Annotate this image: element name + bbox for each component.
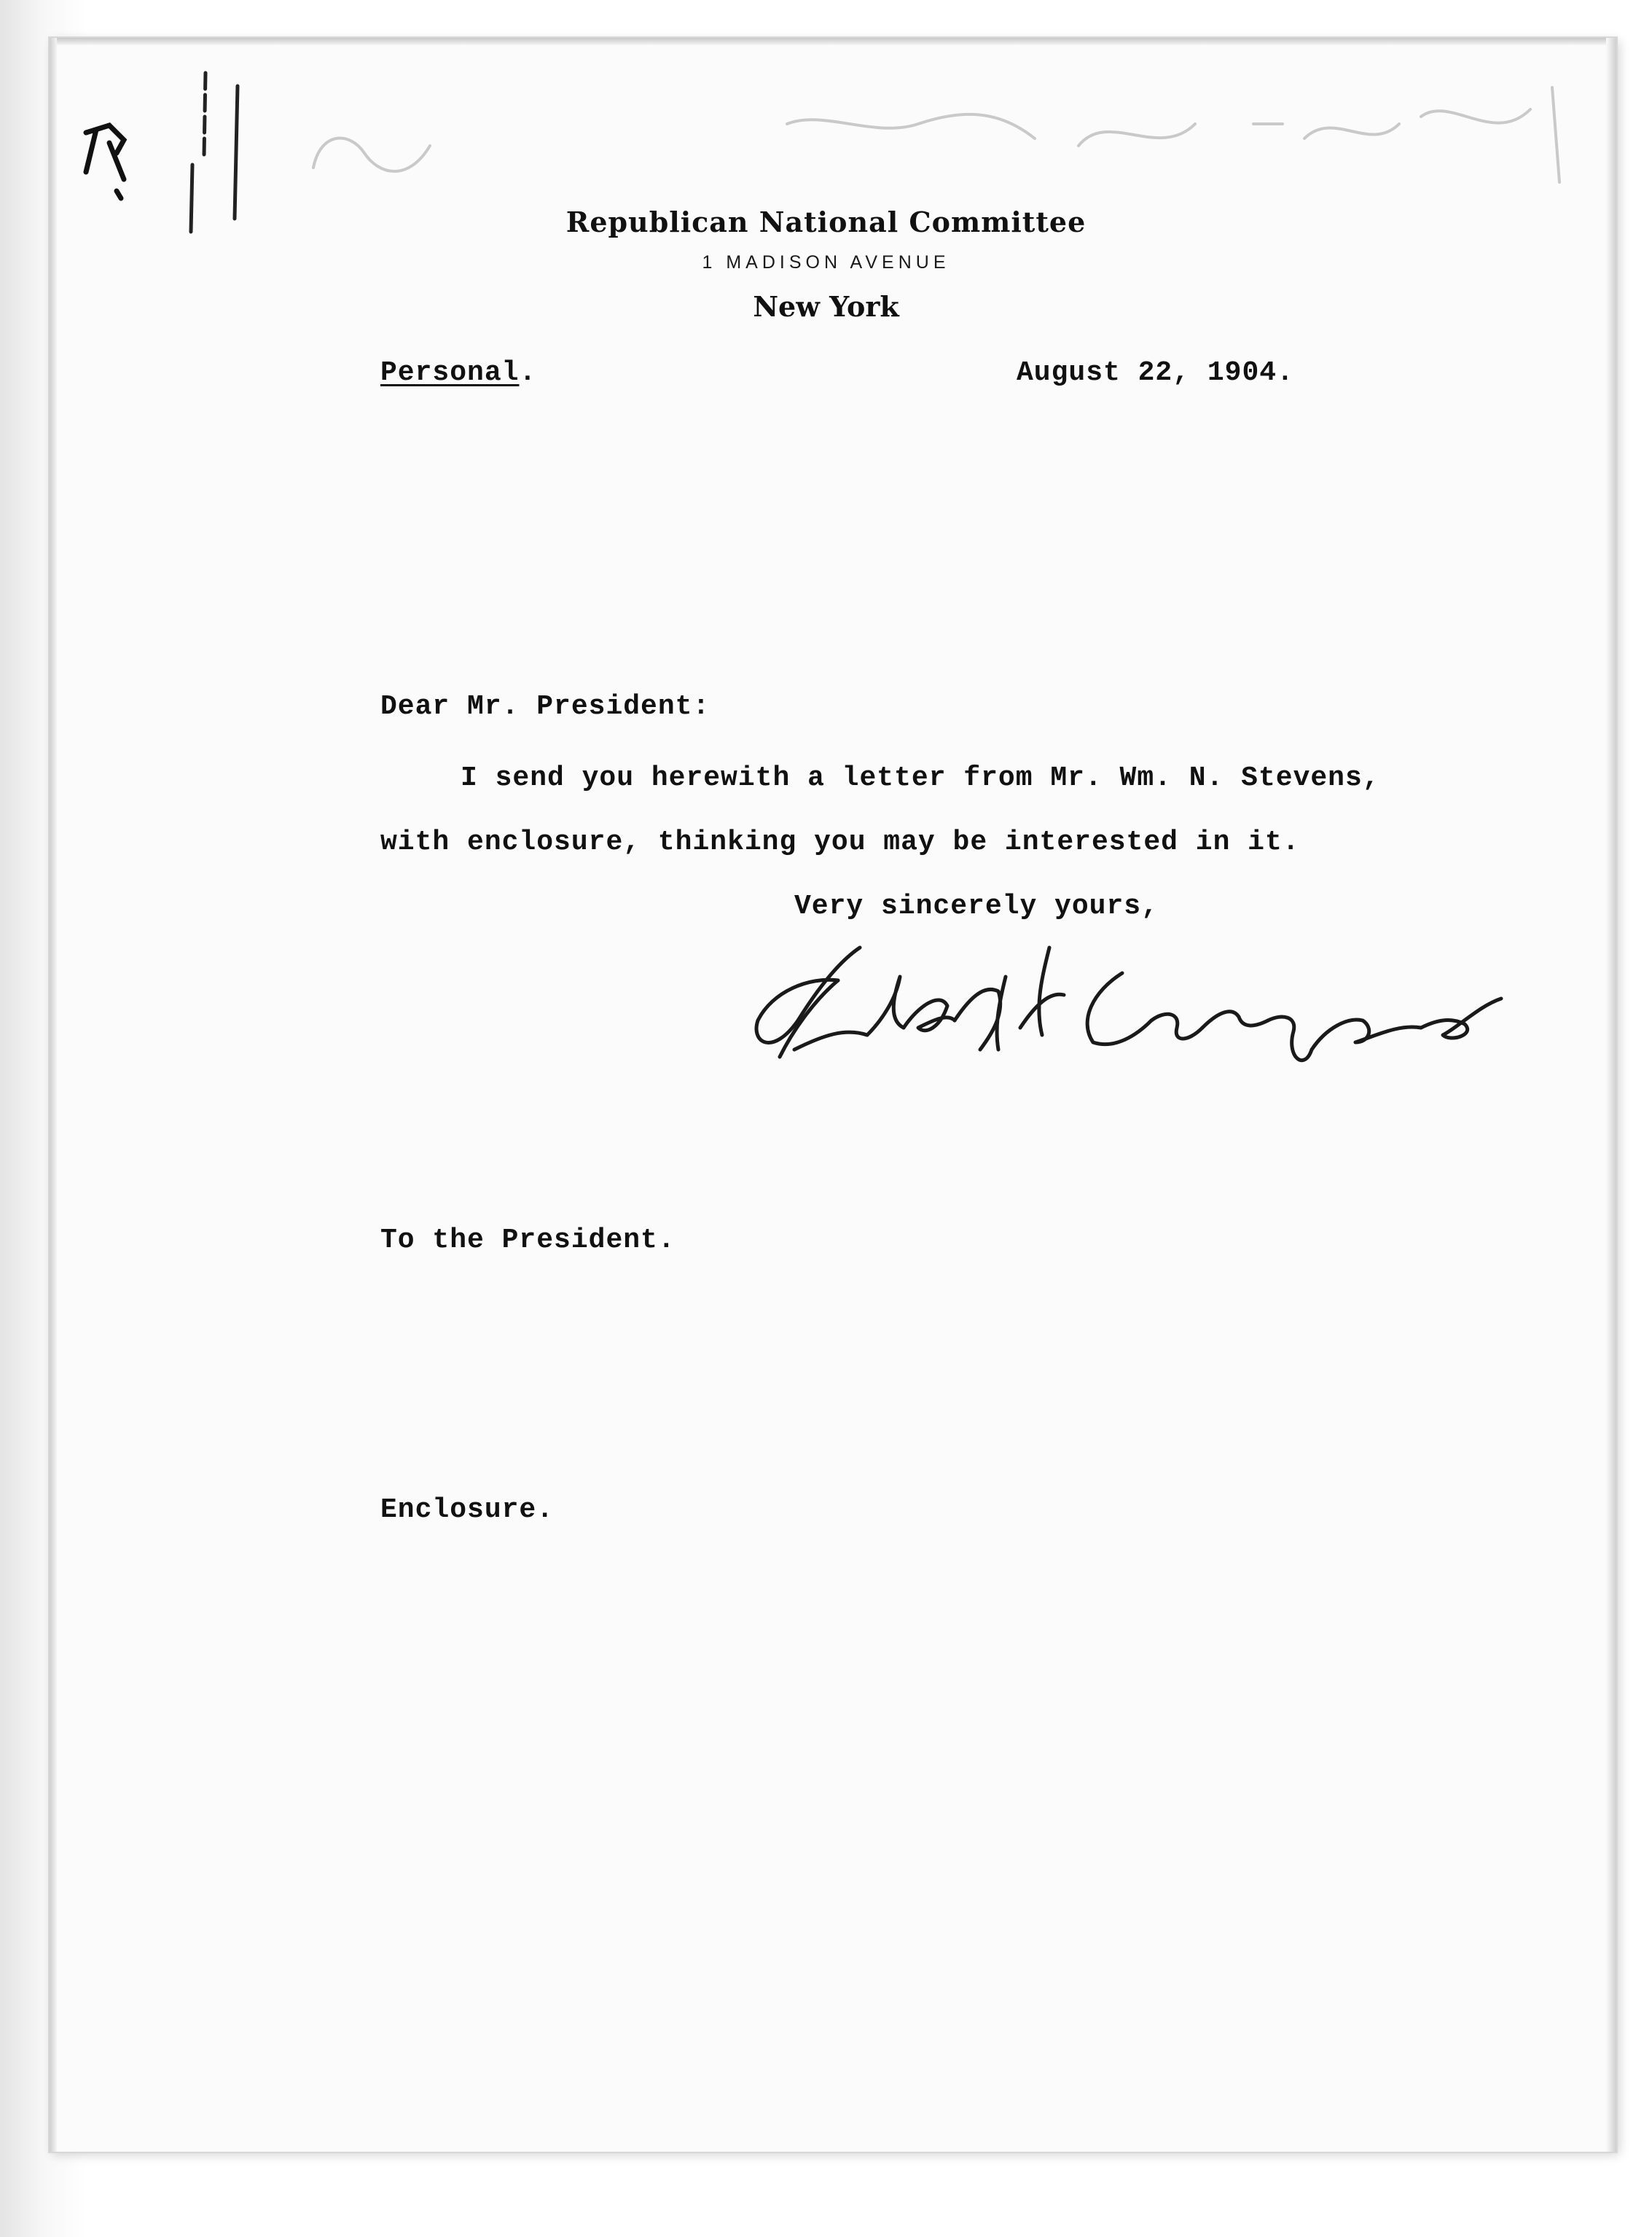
- personal-marking-punct: .: [519, 357, 537, 389]
- pencil-notation: [313, 87, 1559, 182]
- signature: [756, 948, 1501, 1061]
- personal-marking: Personal: [380, 357, 520, 389]
- hammer-mark-icon: [86, 125, 124, 198]
- salutation: Dear Mr. President:: [380, 691, 710, 722]
- letterhead-city: New York: [753, 290, 899, 323]
- enclosure-note: Enclosure.: [380, 1494, 555, 1526]
- body-line-2: with enclosure, thinking you may be interested in it.: [380, 827, 1300, 858]
- letterhead-organization: Republican National Committee: [565, 206, 1087, 238]
- addressee: To the President.: [380, 1225, 676, 1256]
- letterhead-address: 1 MADISON AVENUE: [702, 252, 950, 273]
- body-line-1: I send you herewith a letter from Mr. Wm. N. Stevens,: [461, 762, 1380, 794]
- letter-date: August 22, 1904.: [1017, 357, 1294, 389]
- closing: Very sincerely yours,: [794, 891, 1159, 922]
- personal-marking-line: [380, 357, 536, 389]
